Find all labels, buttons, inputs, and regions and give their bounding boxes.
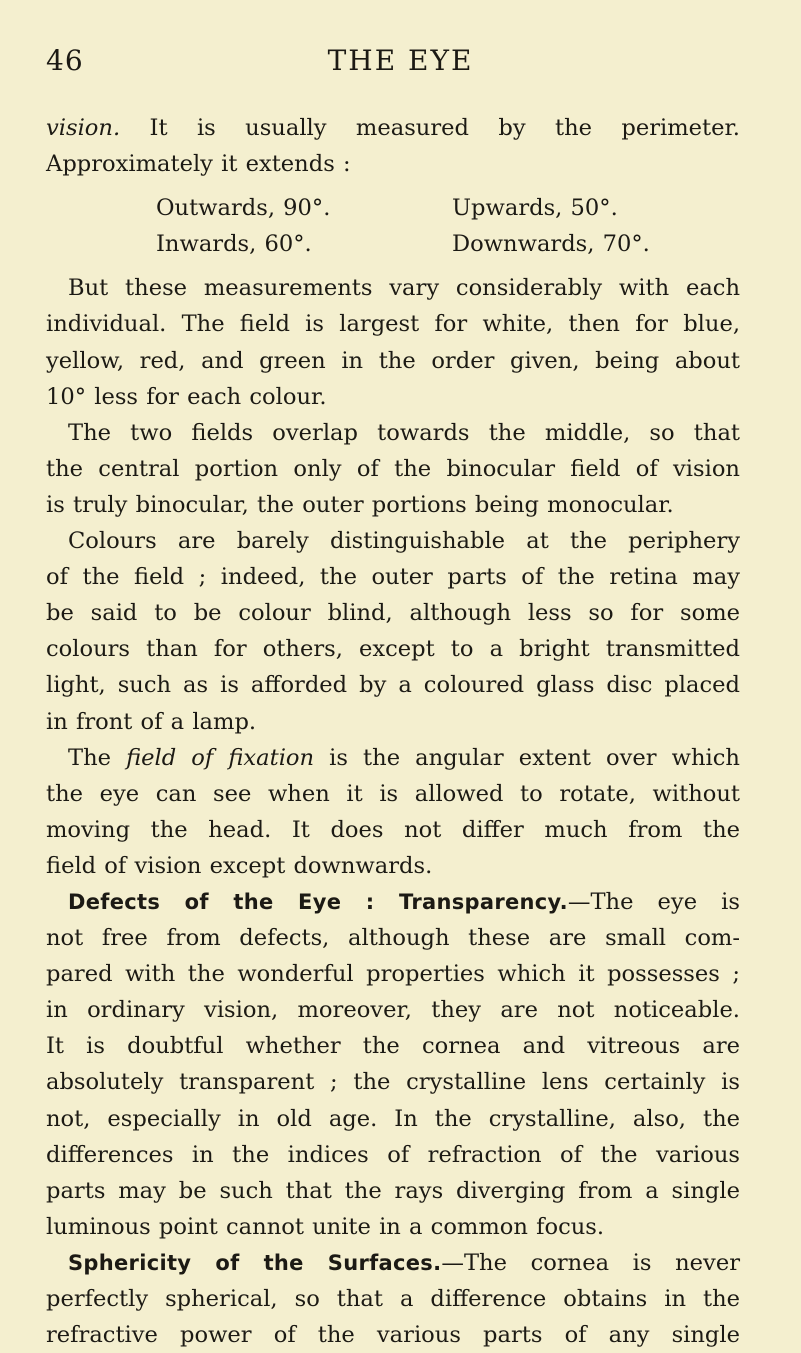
text-line: is truly binocular, the outer portions being monocular. xyxy=(46,491,674,518)
text-line: parts may be such that the rays diverging from a single xyxy=(46,1177,740,1204)
text-line: of the field ; indeed, the outer parts of the retina may xyxy=(46,564,740,591)
page-header xyxy=(46,44,755,84)
text-line: in front of a lamp. xyxy=(46,708,257,735)
text-line: field of vision except downwards. xyxy=(46,852,433,879)
text-line: The two fields overlap towards the middle, so that xyxy=(68,419,740,446)
text-span: —The eye is xyxy=(567,888,740,915)
text-line: luminous point cannot unite in a common focus. xyxy=(46,1213,605,1240)
text-line: differences in the indices of refraction of the various xyxy=(46,1141,740,1168)
text-line xyxy=(46,110,740,146)
table-cell: Upwards, 50°. xyxy=(452,195,618,222)
text-line: Approximately it extends : xyxy=(46,151,351,178)
text-line: 10° less for each colour. xyxy=(46,383,327,410)
text-line: not free from defects, although these are small com- xyxy=(46,925,740,952)
text-line: the eye can see when it is allowed to rotate, without xyxy=(46,780,740,807)
text-line: pared with the wonderful properties which it possesses ; xyxy=(46,961,740,988)
angle-table-row xyxy=(46,190,740,226)
text-line: absolutely transparent ; the crystalline lens certainly is xyxy=(46,1069,740,1096)
text-line: the central portion only of the binocular field of vision xyxy=(46,455,740,482)
text-line: Colours are barely distinguishable at the periphery xyxy=(68,528,740,555)
running-head: THE EYE xyxy=(327,44,474,77)
text-line xyxy=(46,740,740,776)
text-span: It is usually measured by the perimeter. xyxy=(120,115,740,141)
text-line: It is doubtful whether the cornea and vitreous are xyxy=(46,1033,740,1060)
table-cell: Downwards, 70°. xyxy=(452,231,650,258)
text-span: —The cornea is never xyxy=(441,1249,740,1276)
text-span: The xyxy=(68,744,127,771)
text-line: light, such as is afforded by a coloured glass disc placed xyxy=(46,672,740,699)
italic-word: vision. xyxy=(46,115,121,141)
section-heading: Defects of the Eye : Transparency. xyxy=(68,889,568,914)
page-body xyxy=(46,110,740,1353)
text-line xyxy=(46,1245,740,1281)
table-cell: Inwards, 60°. xyxy=(156,231,312,258)
text-line: in ordinary vision, moreover, they are not noticeable. xyxy=(46,997,740,1024)
text-line: individual. The field is largest for white, then for blue, xyxy=(46,311,740,338)
text-line: be said to be colour blind, although less so for some xyxy=(46,600,740,627)
text-line xyxy=(46,884,740,920)
italic-term: field of fixation xyxy=(126,744,315,771)
section-heading: Sphericity of the Surfaces. xyxy=(68,1250,442,1275)
text-line: perfectly spherical, so that a difference obtains in the xyxy=(46,1286,740,1312)
text-line: not, especially in old age. In the crystalline, also, the xyxy=(46,1105,740,1132)
angle-table-row xyxy=(46,226,740,262)
text-line: yellow, red, and green in the order given, being about xyxy=(46,347,740,374)
text-line: But these measurements vary considerably with each xyxy=(68,275,740,302)
text-span: is the angular extent over which xyxy=(314,744,740,771)
text-line: colours than for others, except to a bright transmitted xyxy=(46,636,740,663)
text-line: refractive power of the various parts of any single xyxy=(46,1322,740,1349)
page-number: 46 xyxy=(46,44,84,77)
text-line: moving the head. It does not differ much from the xyxy=(46,816,740,843)
table-cell: Outwards, 90°. xyxy=(156,195,331,222)
